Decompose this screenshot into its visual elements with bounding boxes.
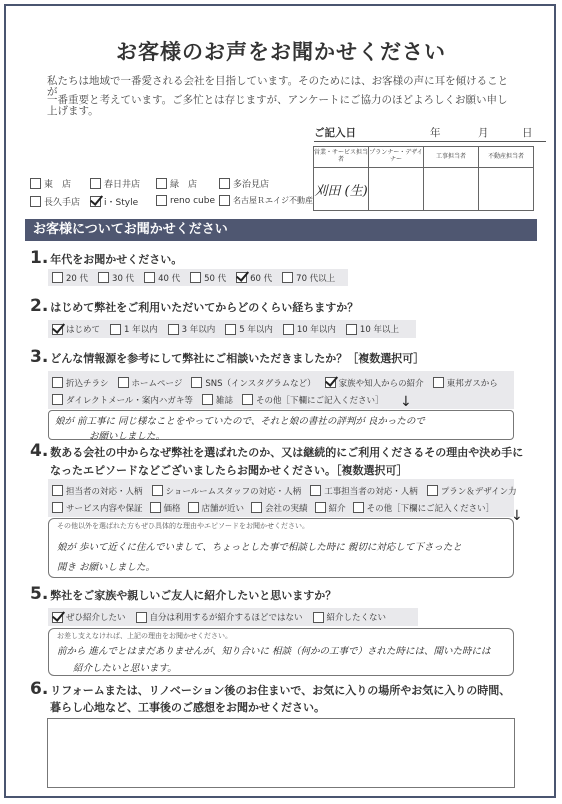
question-4: 4. 数ある会社の中からなぜ弊社を選ばれたのか、又は継続的にご利用くださるその理由や決め手に: [30, 441, 524, 461]
checkbox[interactable]: [188, 502, 199, 513]
checkbox[interactable]: [219, 178, 230, 189]
store-option[interactable]: 緑 店: [156, 177, 197, 190]
q3-answer-line-1: 娘が 前工事に 同じ様なことをやっていたので、それと娘の書社の評判が 良かったので: [55, 416, 425, 427]
q2-option[interactable]: 10 年以内: [283, 323, 336, 335]
intro-line-2: 一番重要と考えています。ご多忙とは存じますが、アンケートにご協力のほどよろしくお願い申し上げます。: [47, 94, 508, 117]
q3-options-row-2: [52, 391, 510, 408]
q4-option[interactable]: 会社の実績: [251, 502, 308, 514]
staff-value-sales[interactable]: [314, 168, 369, 211]
date-underline: [314, 141, 546, 142]
q4-option[interactable]: 価格: [150, 502, 181, 514]
q1-options: [48, 269, 348, 286]
checkbox[interactable]: [30, 196, 41, 207]
q3-answer-box[interactable]: [48, 410, 514, 440]
checkbox[interactable]: [315, 502, 326, 513]
checkbox-checked[interactable]: [236, 272, 247, 283]
store-option[interactable]: 春日井店: [90, 177, 140, 190]
intro-line-1: 私たちは地域で一番愛される会社を目指しています。そのためには、お客様の声に耳を傾けることが: [47, 75, 509, 98]
q2-option[interactable]: 3 年以内: [168, 323, 216, 335]
q4-comment-label: その他以外を選ばれた方もぜひ具体的な理由やエピソードをお聞かせください。: [57, 522, 309, 530]
q5-answer-box[interactable]: [48, 628, 514, 676]
store-option[interactable]: 東 店: [30, 177, 71, 190]
q2-option[interactable]: 1 年以内: [110, 323, 158, 335]
checkbox-checked[interactable]: [90, 196, 101, 207]
q4-answer-line-2: 聞き お願いしました。: [57, 562, 156, 573]
checkbox[interactable]: [52, 485, 63, 496]
q5-options: [48, 608, 418, 626]
question-5: 5. 弊社をご家族や親しいご友人に紹介したいと思いますか？: [30, 584, 337, 604]
q3-option[interactable]: ホームページ: [118, 377, 183, 389]
checkbox[interactable]: [152, 485, 163, 496]
question-1: 1. 年代をお聞かせください。: [30, 248, 183, 268]
checkbox[interactable]: [30, 178, 41, 189]
store-option[interactable]: 長久手店: [30, 195, 80, 208]
staff-header-realestate: 不動産担当者: [479, 147, 534, 168]
q3-option[interactable]: その他［下欄にご記入ください］: [242, 394, 384, 406]
checkbox[interactable]: [156, 195, 167, 206]
staff-header-planner: プランナー・デザイナー: [369, 147, 424, 168]
q3-option[interactable]: ダイレクトメール・案内ハガキ等: [52, 394, 193, 406]
checkbox[interactable]: [118, 377, 129, 388]
q5-answer-line-2: 紹介したいと思います。: [73, 663, 177, 674]
checkbox[interactable]: [52, 377, 63, 388]
date-day-label: 日: [522, 127, 533, 139]
checkbox[interactable]: [433, 377, 444, 388]
checkbox[interactable]: [52, 272, 63, 283]
arrow-down-icon: ↓: [511, 508, 523, 524]
store-option[interactable]: i・Style: [90, 195, 138, 208]
q1-option[interactable]: 40 代: [144, 272, 180, 284]
checkbox[interactable]: [98, 272, 109, 283]
checkbox[interactable]: [225, 324, 236, 335]
store-option[interactable]: 多治見店: [219, 177, 269, 190]
q5-option[interactable]: ぜひ紹介したい: [52, 611, 126, 623]
checkbox[interactable]: [251, 502, 262, 513]
q3-option[interactable]: 家族や知人からの紹介: [325, 377, 424, 389]
checkbox[interactable]: [144, 272, 155, 283]
q4-options-row-1: [52, 482, 517, 499]
checkbox[interactable]: [346, 324, 357, 335]
q4-option[interactable]: ショールームスタッフの対応・人柄: [152, 485, 302, 497]
checkbox[interactable]: [110, 324, 121, 335]
q4-answer-line-1: 娘が 歩いて近くに住んでいまして、ちょっとした事で相談した時に 親切に対応して下さったと: [57, 542, 462, 553]
q1-option[interactable]: 70 代以上: [282, 272, 335, 284]
q4-option[interactable]: サービス内容や保証: [52, 502, 143, 514]
checkbox[interactable]: [156, 178, 167, 189]
checkbox[interactable]: [310, 485, 321, 496]
checkbox-checked[interactable]: [325, 377, 336, 388]
checkbox[interactable]: [283, 324, 294, 335]
q3-options-row-1: [52, 374, 510, 391]
q2-options: [48, 320, 416, 338]
checkbox[interactable]: [427, 485, 438, 496]
staff-value-construction[interactable]: [424, 168, 479, 211]
q4-option[interactable]: 担当者の対応・人柄: [52, 485, 143, 497]
q3-option[interactable]: 雑誌: [202, 394, 233, 406]
checkbox[interactable]: [219, 195, 230, 206]
checkbox[interactable]: [313, 612, 324, 623]
checkbox[interactable]: [168, 324, 179, 335]
page-title: お客様のお声をお聞かせください: [116, 40, 446, 64]
q2-option[interactable]: 5 年以内: [225, 323, 273, 335]
q5-comment-label: お差し支えなければ、上記の理由をお聞かせください。: [57, 632, 232, 640]
store-option[interactable]: reno cube: [156, 195, 215, 206]
checkbox-checked[interactable]: [52, 324, 63, 335]
arrow-down-icon: ↓: [400, 394, 412, 410]
q1-option[interactable]: 50 代: [190, 272, 226, 284]
staff-table: [313, 146, 534, 211]
staff-sales-name: 刈田 (生): [314, 183, 368, 199]
store-option[interactable]: 名古屋Ｒエイジ不動産: [219, 195, 313, 206]
checkbox[interactable]: [242, 394, 253, 405]
q4-option[interactable]: プラン＆デザイン力: [427, 485, 517, 497]
checkbox[interactable]: [202, 394, 213, 405]
date-label: ご記入日: [314, 127, 356, 139]
question-3: 3. どんな情報源を参考にして弊社にご相談いただきましたか？［複数選択可］: [30, 347, 425, 367]
staff-header-construction: 工事担当者: [424, 147, 479, 168]
q1-option[interactable]: 60 代: [236, 272, 272, 284]
checkbox[interactable]: [150, 502, 161, 513]
q4-option[interactable]: 店舗が近い: [188, 502, 245, 514]
q6-answer-box[interactable]: [47, 718, 515, 788]
date-month-label: 月: [478, 127, 489, 139]
q4-option[interactable]: 紹介: [315, 502, 346, 514]
question-4-line-2: なったエピソードなどございましたらお聞かせください。［複数選択可］: [50, 464, 408, 477]
q5-answer-line-1: 前から 進んでとはまだありませんが、知り合いに 相談（何かの工事で）された時には、聞いた時には: [57, 646, 491, 657]
q3-answer-line-2: お願いしました。: [89, 431, 166, 442]
q4-answer-box[interactable]: [48, 518, 514, 578]
q2-option[interactable]: はじめて: [52, 323, 100, 335]
q5-option[interactable]: 自分は利用するが紹介するほどではない: [136, 611, 303, 623]
checkbox[interactable]: [90, 178, 101, 189]
q3-option[interactable]: 折込チラシ: [52, 377, 109, 389]
q4-option[interactable]: 工事担当者の対応・人柄: [310, 485, 418, 497]
checkbox[interactable]: [52, 502, 63, 513]
section-title-bar: お客様についてお聞かせください: [25, 219, 537, 241]
checkbox[interactable]: [190, 272, 201, 283]
checkbox[interactable]: [282, 272, 293, 283]
question-6-line-2: 暮らし心地など、工事後のご感想をお聞かせください。: [50, 701, 325, 714]
checkbox[interactable]: [191, 377, 202, 388]
q4-option[interactable]: その他［下欄にご記入ください］: [353, 502, 495, 514]
q1-option[interactable]: 30 代: [98, 272, 134, 284]
q1-option[interactable]: 20 代: [52, 272, 88, 284]
checkbox[interactable]: [353, 502, 364, 513]
question-2: 2. はじめて弊社をご利用いただいてからどのくらい経ちますか？: [30, 296, 359, 316]
checkbox-checked[interactable]: [52, 612, 63, 623]
checkbox[interactable]: [52, 394, 63, 405]
staff-header-sales: 営業・サービス担当者: [314, 147, 369, 168]
staff-value-planner[interactable]: [369, 168, 424, 211]
checkbox[interactable]: [136, 612, 147, 623]
q3-options: [48, 371, 514, 409]
q2-option[interactable]: 10 年以上: [346, 323, 399, 335]
q3-option[interactable]: SNS（インスタグラムなど）: [191, 377, 315, 389]
q3-option[interactable]: 東邦ガスから: [433, 377, 498, 389]
staff-value-realestate[interactable]: [479, 168, 534, 211]
date-row: [314, 125, 546, 145]
question-6: 6. リフォームまたは、リノベーション後のお住まいで、お気に入りの場所やお気に入りの時間、: [30, 679, 511, 699]
q5-option[interactable]: 紹介したくない: [313, 611, 387, 623]
q4-options-row-2: [52, 499, 510, 516]
date-year-label: 年: [430, 127, 441, 139]
q4-options: [48, 479, 517, 517]
